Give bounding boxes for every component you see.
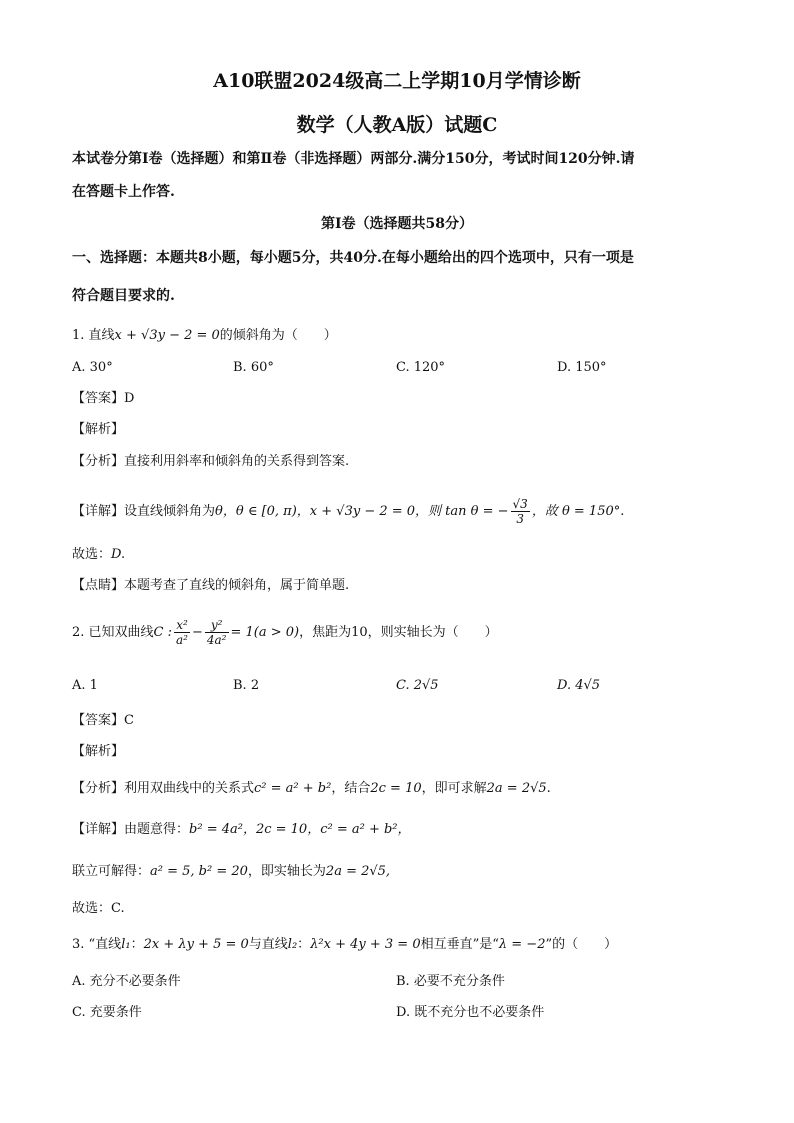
q1-detail-fraction xyxy=(511,497,530,526)
q2-fenxi-eq1: c² = a² + b² xyxy=(254,781,332,796)
q2-joint xyxy=(72,862,722,882)
fraction-numerator: x² xyxy=(174,618,190,633)
q2-equation-rest: = 1(a > 0) xyxy=(230,625,300,640)
q3-mid2: 相互垂直”是“ xyxy=(420,937,499,952)
answer-tag: 【答案】 xyxy=(72,391,125,406)
q2-fenxi-c: ，即可求解 xyxy=(421,781,487,796)
question-3-stem xyxy=(72,935,722,955)
q1-answer-value: D xyxy=(124,391,135,406)
q1-option-d: D. 150° xyxy=(557,360,607,375)
q2-minus: − xyxy=(191,625,203,640)
q1-answer xyxy=(72,389,722,409)
fraction-numerator: √3 xyxy=(512,497,528,511)
q1-prefix: 1. 直线 xyxy=(72,328,115,343)
q3-colon-2: ： xyxy=(297,937,311,952)
document-title: A10联盟2024级高二上学期10月学情诊断 xyxy=(213,70,581,92)
q1-option-b: B. 60° xyxy=(233,360,274,375)
q2-analysis-tag: 【解析】 xyxy=(72,744,125,759)
q1-detail-theta: θ xyxy=(215,504,223,519)
fraction-numerator: y² xyxy=(205,618,229,633)
q1-option-a: A. 30° xyxy=(72,360,113,375)
q2-answer-value: C xyxy=(124,713,134,728)
fraction-denominator: 3 xyxy=(516,512,524,526)
q2-option-a: A. 1 xyxy=(72,678,98,693)
fenxi-tag: 【分析】 xyxy=(72,454,125,469)
q2-fenxi xyxy=(72,779,722,799)
comment-tag: 【点睛】 xyxy=(72,578,125,593)
q2-detail-a: 由题意得： xyxy=(124,822,190,837)
intro-line-2: 在答题卡上作答. xyxy=(72,184,175,200)
q1-choose xyxy=(72,545,722,565)
q3-equation-1: 2x + λy + 5 = 0 xyxy=(143,937,249,952)
q1-equation: x + √3y − 2 = 0 xyxy=(114,328,220,343)
q3-suffix: ”的（ ） xyxy=(545,937,618,952)
q3-l1: l₁ xyxy=(121,937,131,952)
answer-tag: 【答案】 xyxy=(72,713,125,728)
detail-tag: 【详解】 xyxy=(72,822,125,837)
q2-fenxi-d: . xyxy=(546,781,551,796)
q1-choose-value: D. xyxy=(111,547,126,562)
q1-fenxi-text: 直接利用斜率和倾斜角的关系得到答案. xyxy=(124,454,350,469)
fenxi-tag: 【分析】 xyxy=(72,781,125,796)
q2-fraction-1 xyxy=(174,618,190,647)
q3-option-d: D. 既不充分也不必要条件 xyxy=(396,1005,545,1020)
q2-curve: C : xyxy=(153,625,173,640)
q2-choose: 故选：C. xyxy=(72,901,125,916)
q3-equation-2: λ²x + 4y + 3 = 0 xyxy=(310,937,421,952)
q3-mid: 与直线 xyxy=(248,937,288,952)
detail-tag: 【详解】 xyxy=(72,504,125,519)
q2-option-d: D. 4√5 xyxy=(557,678,601,693)
q1-detail-range: ，θ ∈ [0, π)，x + √3y − 2 = 0，则 tan θ = − xyxy=(222,504,509,519)
q2-suffix: ，焦距为10，则实轴长为（ ） xyxy=(299,625,498,640)
q1-comment xyxy=(72,576,722,596)
q2-option-b: B. 2 xyxy=(233,678,260,693)
q2-joint-eqs: a² = 5, b² = 20 xyxy=(150,864,248,879)
q1-detail xyxy=(72,497,722,526)
q3-prefix: 3. “直线 xyxy=(72,937,122,952)
q3-option-c: C. 充要条件 xyxy=(72,1005,142,1020)
fraction-denominator: 4a² xyxy=(206,633,227,647)
q2-fraction-2 xyxy=(205,618,229,647)
q1-analysis-tag: 【解析】 xyxy=(72,422,125,437)
q2-joint-eq: 2a = 2√5, xyxy=(325,864,391,879)
part-instruction-line-2: 符合题目要求的. xyxy=(72,288,175,304)
q1-comment-text: 本题考查了直线的倾斜角，属于简单题. xyxy=(124,578,350,593)
document-subtitle: 数学（人教A版）试题C xyxy=(296,114,498,136)
question-1-stem xyxy=(72,326,722,346)
q2-option-c: C. 2√5 xyxy=(396,678,439,693)
q2-fenxi-eq3: 2a = 2√5 xyxy=(486,781,547,796)
q1-fenxi xyxy=(72,452,722,472)
q3-option-a: A. 充分不必要条件 xyxy=(72,974,181,989)
q2-fenxi-a: 利用双曲线中的关系式 xyxy=(124,781,255,796)
q2-detail-eqs: b² = 4a²，2c = 10，c² = a² + b²， xyxy=(189,822,411,837)
q1-suffix: 的倾斜角为（ ） xyxy=(219,328,337,343)
q2-answer xyxy=(72,711,722,731)
q2-joint-b: ，即实轴长为 xyxy=(247,864,326,879)
q2-fenxi-b: ，结合 xyxy=(331,781,371,796)
q2-joint-a: 联立可解得： xyxy=(72,864,151,879)
section-title: 第Ⅰ卷（选择题共58分） xyxy=(320,216,474,232)
q3-equation-3: λ = −2 xyxy=(498,937,546,952)
q1-choose-text: 故选： xyxy=(72,547,112,562)
q3-option-b: B. 必要不充分条件 xyxy=(396,974,505,989)
q1-detail-a: 设直线倾斜角为 xyxy=(124,504,216,519)
fraction-denominator: a² xyxy=(176,633,188,647)
q2-fenxi-eq2: 2c = 10 xyxy=(370,781,422,796)
q1-detail-end: ，故 θ = 150°. xyxy=(531,504,625,519)
q1-option-c: C. 120° xyxy=(396,360,446,375)
q2-prefix: 2. 已知双曲线 xyxy=(72,625,154,640)
question-2-stem xyxy=(72,618,722,648)
q3-colon-1: ： xyxy=(130,937,144,952)
q2-detail xyxy=(72,820,722,840)
intro-line-1: 本试卷分第Ⅰ卷（选择题）和第Ⅱ卷（非选择题）两部分.满分150分，考试时间120分钟.请 xyxy=(72,151,635,167)
part-instruction-line-1: 一、选择题：本题共8小题，每小题5分，共40分.在每小题给出的四个选项中，只有一项是 xyxy=(72,250,634,266)
q3-l2: l₂ xyxy=(287,937,298,952)
